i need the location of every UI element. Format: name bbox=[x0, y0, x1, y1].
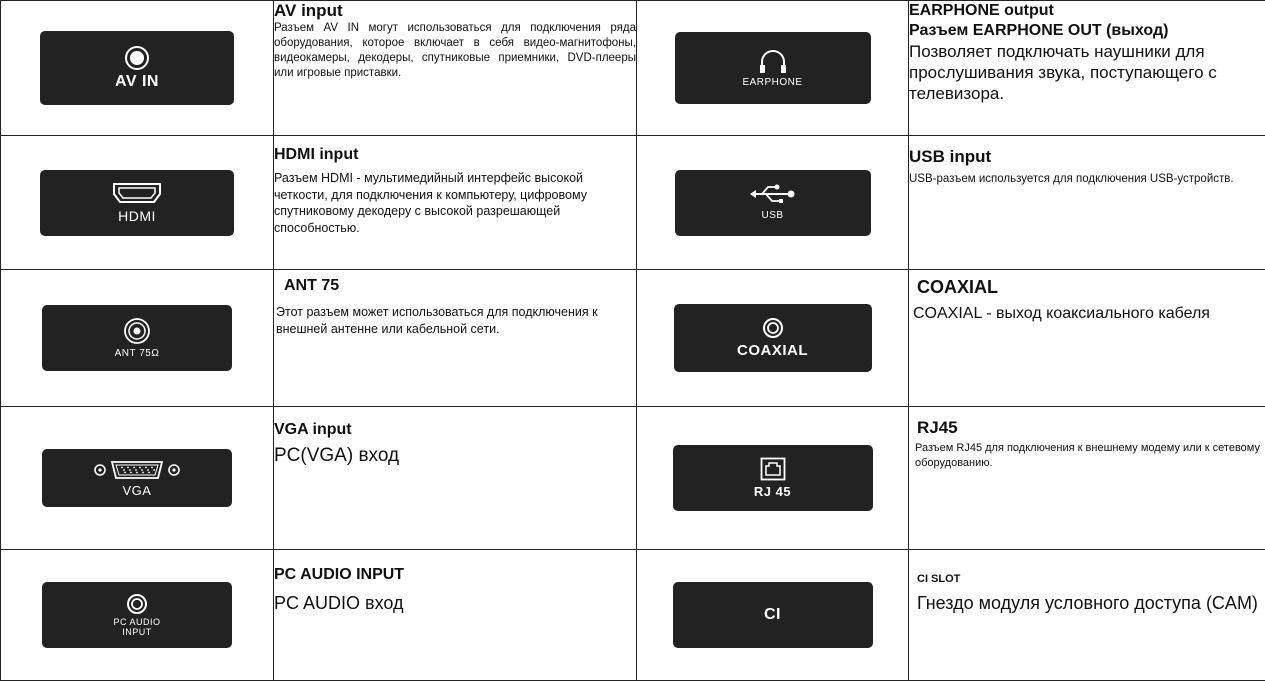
rj45-plate bbox=[673, 445, 873, 511]
pc-audio-title: PC AUDIO INPUT bbox=[274, 564, 636, 586]
pc-audio-label: PC AUDIO INPUT bbox=[107, 618, 167, 637]
pc-audio-cell bbox=[1, 550, 274, 681]
av-in-title: AV input bbox=[274, 1, 636, 21]
table-row bbox=[1, 136, 1265, 270]
hdmi-label: HDMI bbox=[118, 209, 156, 224]
usb-description bbox=[909, 136, 1265, 270]
usb-symbol-icon bbox=[750, 183, 796, 205]
coaxial-label: COAXIAL bbox=[737, 343, 808, 359]
earphone-subtitle: Разъем EARPHONE OUT (выход) bbox=[909, 21, 1265, 41]
rj45-cell bbox=[637, 407, 909, 550]
vga-title: VGA input bbox=[274, 419, 636, 441]
rj45-title: RJ45 bbox=[917, 417, 1265, 439]
earphone-cell bbox=[637, 1, 909, 136]
usb-body: USB-разъем используется для подключения USB-устройств. bbox=[909, 172, 1265, 187]
pc-audio-description bbox=[274, 550, 637, 681]
ethernet-port-icon bbox=[760, 457, 786, 481]
ant-plate bbox=[42, 305, 232, 371]
table-row bbox=[1, 270, 1265, 407]
earphone-description bbox=[909, 1, 1265, 136]
table-row bbox=[1, 1, 1265, 136]
earphone-label: EARPHONE bbox=[742, 78, 802, 89]
vga-plate bbox=[42, 449, 232, 507]
ant-title: ANT 75 bbox=[284, 276, 636, 296]
earphone-plate bbox=[675, 32, 871, 104]
ci-description bbox=[909, 550, 1265, 681]
pc-audio-plate bbox=[42, 582, 232, 648]
table-row bbox=[1, 550, 1265, 681]
pc-audio-body: PC AUDIO вход bbox=[274, 592, 636, 614]
earphone-title: EARPHONE output bbox=[909, 1, 1265, 21]
av-in-description bbox=[274, 1, 637, 136]
vga-cell bbox=[1, 407, 274, 550]
vga-port-icon bbox=[92, 459, 182, 481]
rj45-body: Разъем RJ45 для подключения к внешнему модему или к сетевому оборудованию. bbox=[915, 441, 1265, 471]
ant-cell bbox=[1, 270, 274, 407]
hdmi-plate bbox=[40, 170, 234, 236]
hdmi-title: HDMI input bbox=[274, 144, 636, 166]
ci-label: CI bbox=[764, 607, 781, 624]
hdmi-port-icon bbox=[112, 182, 162, 204]
rj45-label: RJ 45 bbox=[754, 485, 791, 499]
av-in-label: AV IN bbox=[115, 74, 159, 91]
av-in-cell bbox=[1, 1, 274, 136]
earphone-body: Позволяет подключать наушники для прослушивания звука, поступающего с телевизора. bbox=[909, 41, 1265, 104]
coaxial-plate bbox=[674, 304, 872, 372]
coaxial-description bbox=[909, 270, 1265, 407]
av-in-plate bbox=[40, 31, 234, 105]
ci-plate bbox=[673, 582, 873, 648]
vga-label: VGA bbox=[123, 484, 152, 498]
ant-label: ANT 75Ω bbox=[115, 349, 160, 360]
hdmi-cell bbox=[1, 136, 274, 270]
vga-body: PC(VGA) вход bbox=[274, 445, 636, 467]
ci-cell bbox=[637, 550, 909, 681]
usb-cell bbox=[637, 136, 909, 270]
hdmi-body: Разъем HDMI - мультимедийный интерфейс высокой четкости, для подключения к компьютеру, цифровому спутниковому декодеру с высокой разрешающей способностью. bbox=[274, 170, 636, 236]
round-jack-icon bbox=[126, 593, 148, 615]
round-jack-icon bbox=[124, 45, 150, 71]
rj45-description bbox=[909, 407, 1265, 550]
av-in-body: Разъем AV IN могут использоваться для подключения ряда оборудования, которое включает в себя видео-магнитофоны, видеокамеры, декодеры, спутниковые приемники, DVD-плееры или игровые приставки. bbox=[274, 21, 636, 81]
ci-title: CI SLOT bbox=[917, 572, 1265, 586]
usb-label: USB bbox=[761, 211, 783, 222]
vga-description bbox=[274, 407, 637, 550]
headphones-icon bbox=[758, 48, 788, 74]
coaxial-title: COAXIAL bbox=[917, 276, 1265, 298]
coaxial-body: COAXIAL - выход коаксиального кабеля bbox=[913, 304, 1265, 324]
round-jack-icon bbox=[762, 317, 784, 339]
hdmi-description bbox=[274, 136, 637, 270]
usb-plate bbox=[675, 170, 871, 236]
ant-body: Этот разъем может использоваться для подключения к внешней антенне или кабельной сети. bbox=[276, 304, 636, 337]
ci-body: Гнездо модуля условного доступа (CAM) bbox=[917, 592, 1265, 614]
ant-description bbox=[274, 270, 637, 407]
usb-title: USB input bbox=[909, 146, 1265, 168]
coaxial-cell bbox=[637, 270, 909, 407]
table-row bbox=[1, 407, 1265, 550]
coax-antenna-icon bbox=[123, 317, 151, 345]
